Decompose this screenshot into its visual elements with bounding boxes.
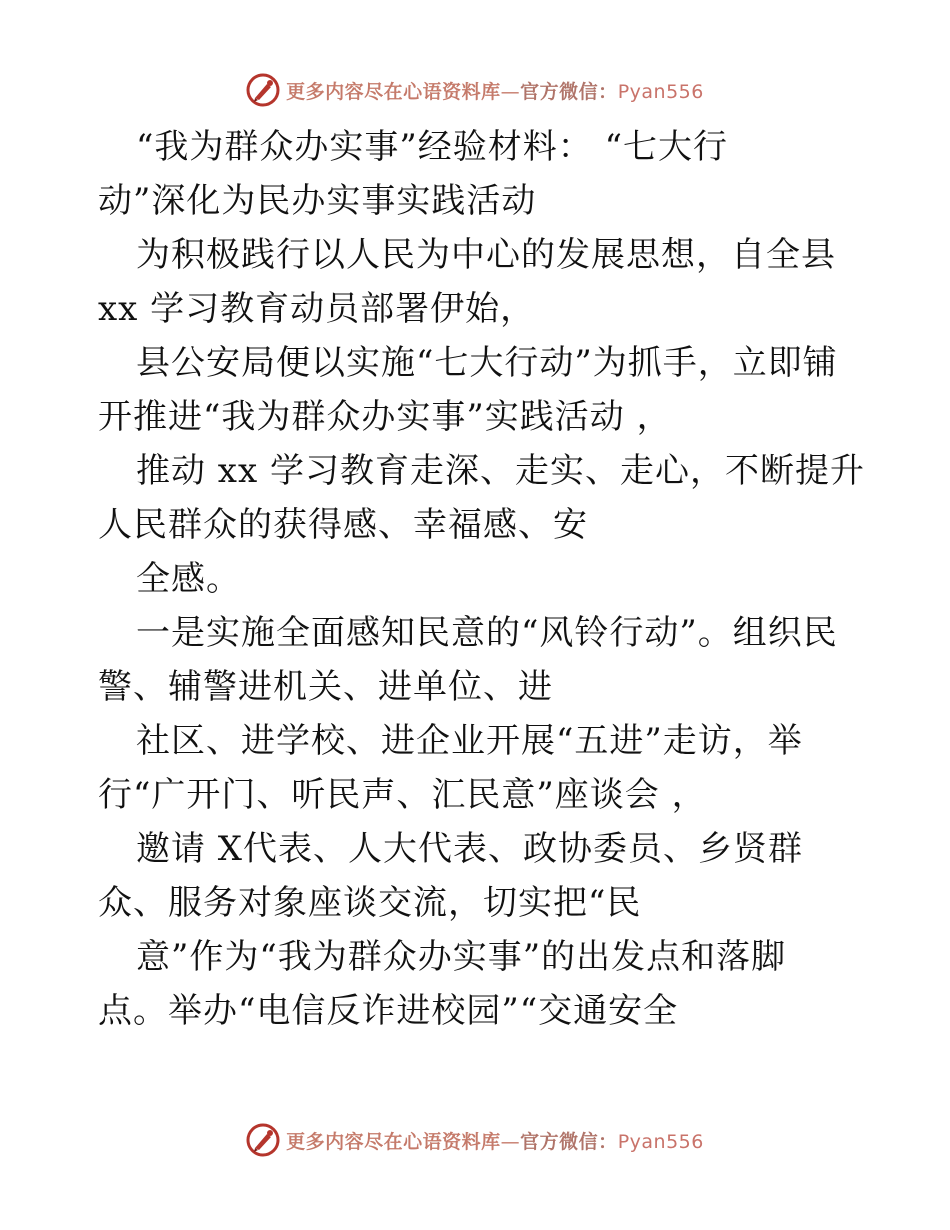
text-line: 警、辅警进机关、进单位、进 xyxy=(98,667,553,707)
banner-dash: — xyxy=(500,80,521,103)
pen-logo-icon xyxy=(246,73,280,107)
text-line: 点。举办“电信反诈进校园”“交通安全 xyxy=(98,991,679,1031)
text-line: 开推进“我为群众办实事”实践活动 ， xyxy=(98,397,672,437)
header-banner xyxy=(0,70,950,110)
text-line: “我为群众办实事”经验材料： “七大行 xyxy=(136,127,728,167)
text-line: 人民群众的获得感、幸福感、安 xyxy=(98,505,588,545)
banner-slogan: 更多内容尽在心语资料库 xyxy=(286,1130,501,1153)
text-line: 一是实施全面感知民意的“风铃行动”。组织民 xyxy=(136,613,838,653)
text-line: 意”作为“我为群众办实事”的出发点和落脚 xyxy=(136,937,787,977)
text-line: xx 学习教育动员部署伊始， xyxy=(98,289,536,329)
pen-logo-icon xyxy=(246,1123,280,1157)
banner-text xyxy=(286,77,704,104)
banner-wechat-label: 官方微信： xyxy=(520,80,618,103)
text-line: 行“广开门、听民声、汇民意”座谈会 ， xyxy=(98,775,707,815)
document-body xyxy=(98,120,865,1038)
text-line: 为积极践行以人民为中心的发展思想，自全县 xyxy=(136,235,836,275)
banner-slogan: 更多内容尽在心语资料库 xyxy=(286,80,501,103)
banner-wechat-handle: Pyan556 xyxy=(617,80,704,103)
banner-wechat-handle: Pyan556 xyxy=(617,1130,704,1153)
text-line: 动”深化为民办实事实践活动 xyxy=(98,181,537,221)
text-line: 全感。 xyxy=(136,559,241,599)
footer-banner xyxy=(0,1120,950,1160)
banner-wechat-label: 官方微信： xyxy=(520,1130,618,1153)
text-line: 推动 xx 学习教育走深、走实、走心，不断提升 xyxy=(136,451,865,491)
banner-dash: — xyxy=(500,1130,521,1153)
text-line: 社区、进学校、进企业开展“五进”走访，举 xyxy=(136,721,803,761)
text-line: 众、服务对象座谈交流，切实把“民 xyxy=(98,883,642,923)
text-line: 县公安局便以实施“七大行动”为抓手，立即铺 xyxy=(136,343,838,383)
text-line: 邀请 X代表、人大代表、政协委员、乡贤群 xyxy=(136,829,804,869)
banner-text xyxy=(286,1127,704,1154)
